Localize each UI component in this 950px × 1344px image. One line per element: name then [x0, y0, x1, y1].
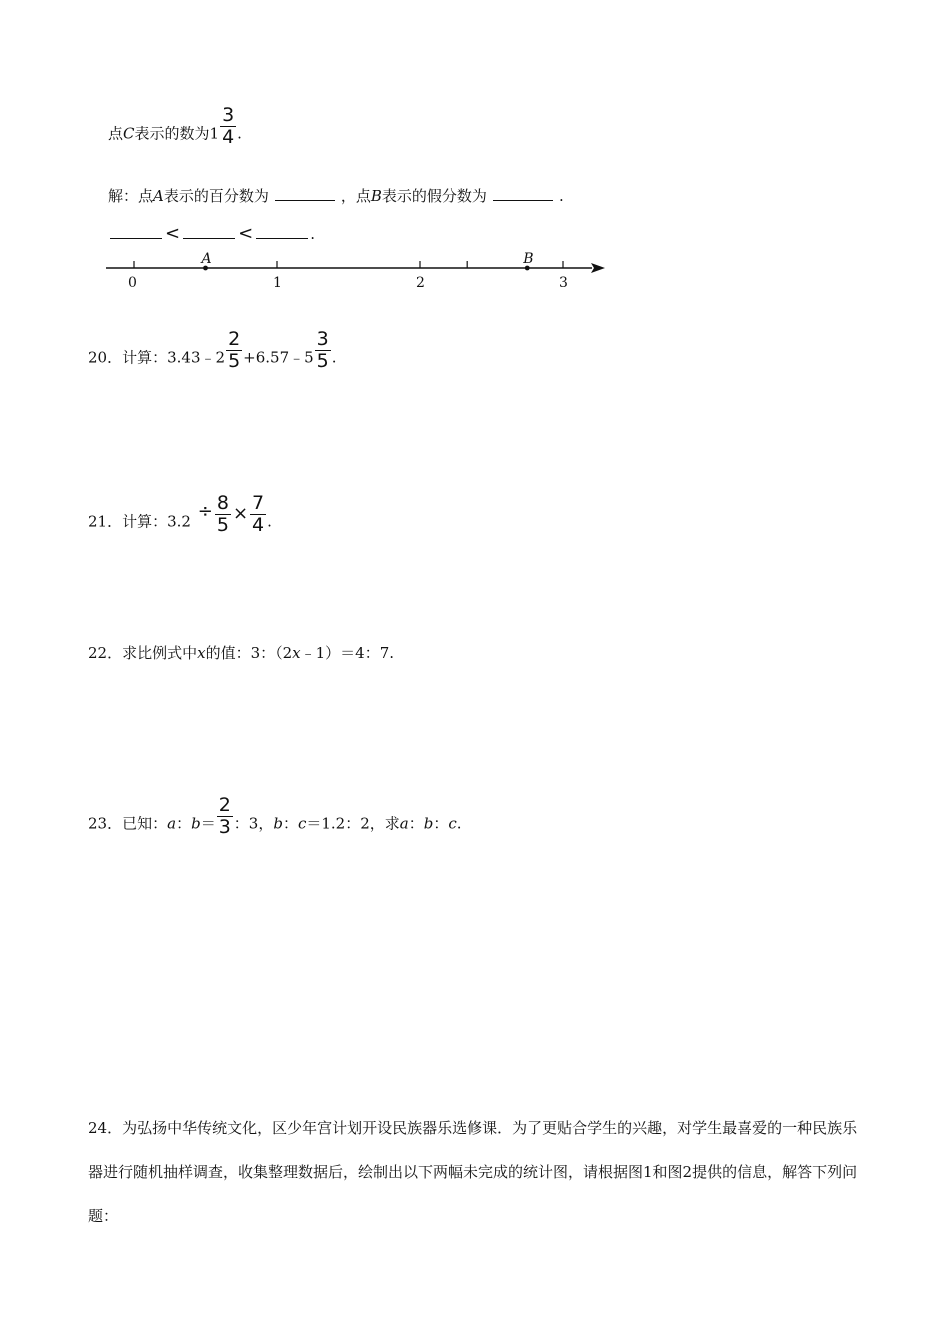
fraction-3-5: $\frac{3}{5}$ — [316, 328, 329, 372]
multiply-sign: × — [232, 502, 249, 524]
answer-blank-percent[interactable] — [275, 186, 335, 201]
question-22: 22．求比例式中x的值：3：（2x﹣1）＝4：7. — [88, 644, 395, 662]
tick-label-2: 2 — [416, 275, 425, 291]
compare-blank-2[interactable] — [183, 224, 235, 239]
fraction-7-4: $\frac{7}{4}$ — [252, 492, 265, 536]
compare-blank-3[interactable] — [256, 224, 308, 239]
point-label-A: A — [201, 251, 212, 267]
point-label-B: B — [523, 251, 534, 267]
answer-line-1: 解：点A表示的百分数为 ，点B表示的假分数为 . — [108, 187, 564, 205]
answer-blank-improper-fraction[interactable] — [493, 186, 553, 201]
question-24: 24．为弘扬中华传统文化，区少年宫计划开设民族器乐选修课．为了更贴合学生的兴趣，对学生最喜爱的一种民族乐器进行随机抽样调查，收集整理数据后，绘制出以下两幅未完成的统计图，请根据图1和图2提供的信息，解答下列问题： — [88, 1119, 858, 1225]
tick-label-1: 1 — [273, 275, 282, 291]
answer-line-2: < < . — [108, 224, 315, 244]
tick-label-3: 3 — [559, 275, 568, 291]
fraction-3-4: $\frac{3}{4}$ — [222, 104, 235, 148]
compare-blank-1[interactable] — [110, 224, 162, 239]
fraction-2-5: $\frac{2}{5}$ — [228, 328, 241, 372]
divide-sign: ÷ — [197, 500, 213, 522]
number-line-arrow-icon — [591, 263, 605, 273]
tick-label-0: 0 — [128, 275, 137, 291]
fraction-2-3: $\frac{2}{3}$ — [218, 794, 231, 838]
question-20: 20．计算：3.43﹣2 $\frac{2}{5}$ +6.57﹣5 $\frac{3}{5}$ . — [88, 328, 337, 372]
question-21: 21．计算：3.2 ÷ $\frac{8}{5}$ × $\frac{7}{4}$ . — [88, 492, 272, 536]
point-c-statement: 点C表示的数为1 $\frac{3}{4}$ . — [108, 104, 242, 148]
question-23: 23．已知：a：b＝ $\frac{2}{3}$ ：3，b：c＝1.2：2，求a：b：c. — [88, 794, 462, 838]
fraction-8-5: $\frac{8}{5}$ — [216, 492, 229, 536]
number-line-figure — [100, 250, 620, 295]
